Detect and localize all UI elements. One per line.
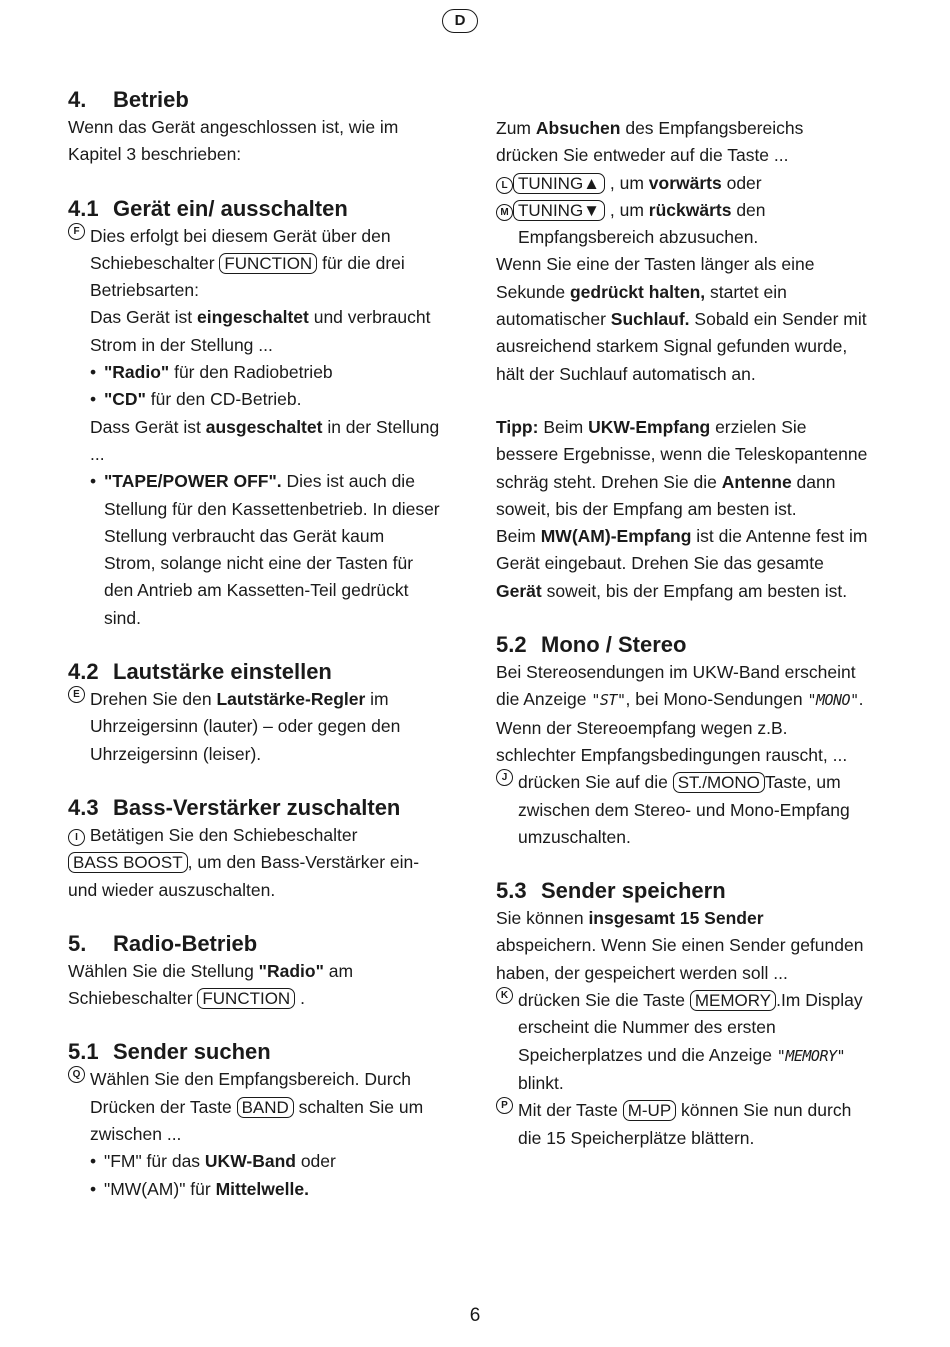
memory-step: K drücken Sie die Taste MEMORY .Im Display erscheint die Nummer des ersten Speicherplatzes und die Anzeige "MEMORY" blinkt.: [496, 987, 868, 1097]
mw-text: Beim MW(AM)-Empfang ist die Antenne fest im Gerät eingebaut. Drehen Sie das gesamte Gerät soweit, bis der Empfang am besten ist.: [496, 526, 868, 601]
left-column: [68, 86, 440, 1203]
memory-key-label: MEMORY: [690, 990, 776, 1011]
memory-indicator: "MEMORY": [776, 1046, 846, 1065]
section-4-3-step: I Betätigen Sie den Schiebeschalter BASS BOOST , um den Bass-Verstärker ein- und wieder auszuschalten.: [68, 824, 420, 900]
on-state-text: Das Gerät ist eingeschaltet und verbraucht Strom in der Stellung ...: [90, 307, 431, 355]
callout-e-icon: E: [68, 686, 85, 703]
section-4-3-heading: 4.3 Bass-Verstärker zuschalten: [68, 794, 401, 820]
function-key-label: FUNCTION: [197, 988, 295, 1009]
tip-text: Tipp: Beim UKW-Empfang erzielen Sie bessere Ergebnisse, wenn die Teleskopantenne schräg steht. Drehen Sie die Antenne dann soweit, bis der Empfang am besten ist.: [496, 416, 868, 519]
section-4-intro: Wenn das Gerät angeschlossen ist, wie im Kapitel 3 beschrieben:: [68, 117, 399, 165]
callout-k-icon: K: [496, 987, 513, 1004]
band-key-label: BAND: [237, 1097, 294, 1118]
function-key-label: FUNCTION: [219, 253, 317, 274]
callout-f-icon: F: [68, 223, 85, 240]
st-indicator: "ST": [591, 691, 626, 710]
m-up-key-label: M-UP: [623, 1100, 676, 1121]
section-5-3-text: Sie können insgesamt 15 Sender abspeichern. Wenn Sie einen Sender gefunden haben, der gespeichert werden soll ...: [496, 908, 864, 983]
section-5-2-heading: 5.2 Mono / Stereo: [496, 632, 687, 658]
section-5-3-heading: 5.3 Sender speichern: [496, 878, 726, 904]
list-item: • "CD" für den CD-Betrieb.: [90, 389, 302, 410]
page-number: 6: [469, 1305, 481, 1326]
bass-boost-key-label: BASS BOOST: [68, 852, 188, 873]
section-4-heading: 4. Betrieb: [68, 87, 189, 112]
off-state-text: Dass Gerät ist ausgeschaltet in der Stellung ...: [90, 416, 440, 464]
callout-i-icon: I: [68, 829, 85, 846]
callout-j-icon: J: [496, 769, 513, 786]
list-item: • "Radio" für den Radiobetrieb: [90, 362, 333, 383]
section-5-heading: 5. Radio-Betrieb: [68, 930, 258, 956]
section-4-1-heading: 4.1 Gerät ein/ ausschalten: [68, 195, 348, 221]
section-5-1-heading: 5.1 Sender suchen: [68, 1039, 271, 1065]
tuning-down-key-label: TUNING▼: [513, 200, 605, 221]
callout-p-icon: P: [496, 1097, 513, 1114]
search-intro: Zum Absuchen des Empfangsbereichs drücken Sie entweder auf die Taste ...: [496, 118, 804, 166]
list-item: • "FM" für das UKW-Band oder: [90, 1151, 336, 1172]
tuning-up-key-label: TUNING▲: [513, 173, 605, 194]
tuning-down-step: M TUNING▼ , um rückwärts den: [496, 197, 868, 224]
st-mono-key-label: ST./MONO: [673, 772, 765, 793]
list-item: • "MW(AM)" für Mittelwelle.: [90, 1178, 309, 1199]
language-badge: D: [442, 9, 478, 33]
callout-l-icon: L: [496, 177, 513, 194]
list-item: • "TAPE/POWER OFF". Dies ist auch die Stellung für den Kassettenbetrieb. In dieser Stellung verbraucht das Gerät kaum Strom, solange nicht eine der Tasten für den Antrieb am Kassetten-Teil gedrückt sind.: [90, 471, 440, 628]
callout-m-icon: M: [496, 204, 513, 221]
m-up-step: P Mit der Taste M-UP können Sie nun durch die 15 Speicherplätze blättern.: [496, 1097, 868, 1152]
section-4-1-step: F Dies erfolgt bei diesem Gerät über den Schiebeschalter FUNCTION für die drei Betriebsarten:: [68, 223, 440, 305]
section-5-text: Wählen Sie die Stellung "Radio" am Schiebeschalter FUNCTION .: [68, 960, 354, 1009]
auto-search-text: Wenn Sie eine der Tasten länger als eine Sekunde gedrückt halten, startet ein automatischer Suchlauf. Sobald ein Sender mit ausreichend starkem Signal gefunden wurde, hält der Suchlauf automatisch an.: [496, 254, 867, 384]
tuning-up-step: L TUNING▲ , um vorwärts oder: [496, 170, 868, 197]
right-column: [496, 115, 868, 1152]
mono-indicator: "MONO": [807, 691, 859, 710]
section-5-1-step: Q Wählen Sie den Empfangsbereich. Durch Drücken der Taste BAND schalten Sie um zwischen ...: [68, 1066, 440, 1148]
section-4-2-heading: 4.2 Lautstärke einstellen: [68, 659, 332, 685]
section-5-2-text: Bei Stereosendungen im UKW-Band erscheint die Anzeige "ST", bei Mono-Sendungen "MONO". Wenn der Stereoempfang wegen z.B. schlechter Empfangsbedingungen rauscht, ...: [496, 662, 864, 765]
section-5-2-step: J drücken Sie auf die ST./MONO Taste, um zwischen dem Stereo- und Mono-Empfang umzuschalten.: [496, 769, 868, 851]
tuning-down-continuation: Empfangsbereich abzusuchen.: [518, 227, 759, 248]
section-4-2-step: E Drehen Sie den Lautstärke-Regler im Uhrzeigersinn (lauter) – oder gegen den Uhrzeigersinn (leiser).: [68, 686, 440, 768]
callout-q-icon: Q: [68, 1066, 85, 1083]
